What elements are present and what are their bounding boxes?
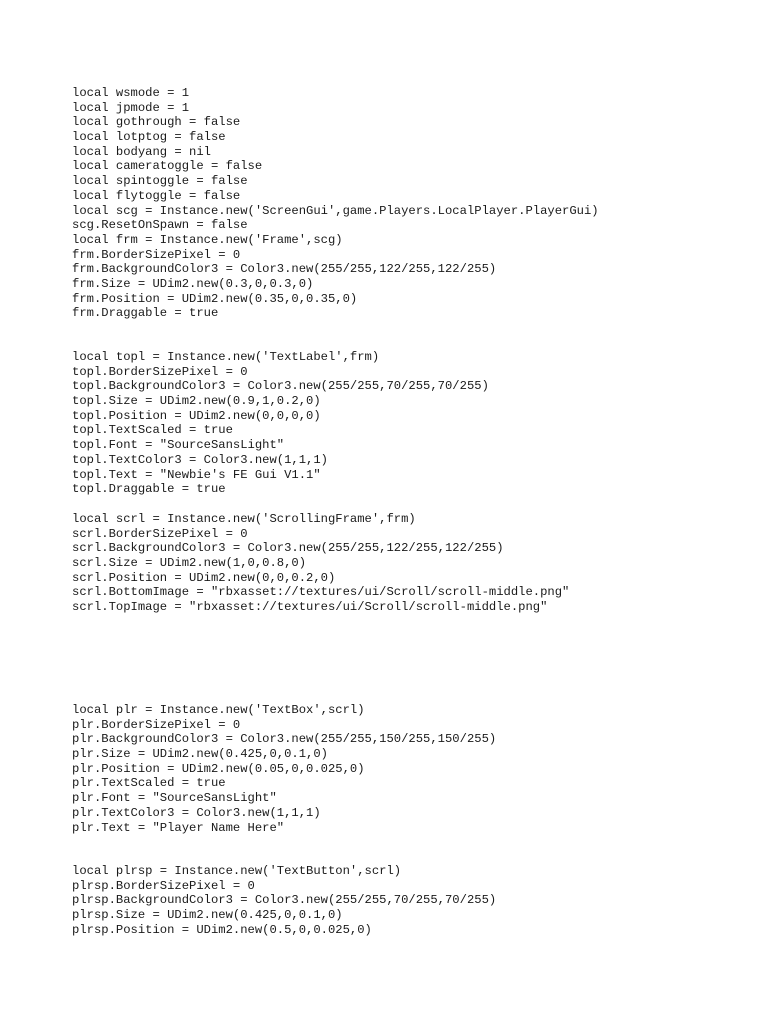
code-line: plr.TextScaled = true xyxy=(72,776,226,791)
code-line: local cameratoggle = false xyxy=(72,159,263,174)
code-line: topl.Position = UDim2.new(0,0,0,0) xyxy=(72,408,321,423)
code-line: plrsp.Size = UDim2.new(0.425,0,0.1,0) xyxy=(72,908,343,923)
code-line: frm.Size = UDim2.new(0.3,0,0.3,0) xyxy=(72,276,314,291)
code-line: scrl.TopImage = "rbxasset://textures/ui/Scroll/scroll-middle.png" xyxy=(72,600,548,615)
code-line: topl.Size = UDim2.new(0.9,1,0.2,0) xyxy=(72,394,321,409)
code-block-title-label xyxy=(72,350,489,497)
code-line: scrl.BackgroundColor3 = Color3.new(255/255,122/255,122/255) xyxy=(72,541,504,556)
code-line: scrl.BottomImage = "rbxasset://textures/ui/Scroll/scroll-middle.png" xyxy=(72,585,570,600)
code-line: scrl.Size = UDim2.new(1,0,0.8,0) xyxy=(72,556,307,571)
code-line: plr.Font = "SourceSansLight" xyxy=(72,791,277,806)
code-line: frm.BackgroundColor3 = Color3.new(255/255,122/255,122/255) xyxy=(72,262,497,277)
code-line: local flytoggle = false xyxy=(72,188,241,203)
code-line: topl.Font = "SourceSansLight" xyxy=(72,438,285,453)
code-line: topl.Draggable = true xyxy=(72,482,226,497)
code-line: plr.Position = UDim2.new(0.05,0,0.025,0) xyxy=(72,761,365,776)
code-line: local frm = Instance.new('Frame',scg) xyxy=(72,232,343,247)
code-line: topl.TextColor3 = Color3.new(1,1,1) xyxy=(72,452,328,467)
code-line: plrsp.BackgroundColor3 = Color3.new(255/255,70/255,70/255) xyxy=(72,893,497,908)
code-line: local plrsp = Instance.new('TextButton',scrl) xyxy=(72,864,402,878)
code-line: frm.Position = UDim2.new(0.35,0,0.35,0) xyxy=(72,291,358,306)
code-line: local wsmode = 1 xyxy=(72,86,190,100)
code-block-variables xyxy=(72,86,599,321)
code-line: local gothrough = false xyxy=(72,115,241,130)
code-line: topl.BorderSizePixel = 0 xyxy=(72,364,248,379)
code-line: local topl = Instance.new('TextLabel',frm) xyxy=(72,350,380,364)
code-line: local jpmode = 1 xyxy=(72,100,190,115)
code-block-player-button xyxy=(72,864,496,937)
code-line: topl.Text = "Newbie's FE Gui V1.1" xyxy=(72,467,321,482)
code-line: local bodyang = nil xyxy=(72,144,211,159)
code-line: local scg = Instance.new('ScreenGui',game.Players.LocalPlayer.PlayerGui) xyxy=(72,203,599,218)
code-line: local spintoggle = false xyxy=(72,174,248,189)
code-line: plr.TextColor3 = Color3.new(1,1,1) xyxy=(72,805,321,820)
code-line: scg.ResetOnSpawn = false xyxy=(72,218,248,233)
code-line: plr.Size = UDim2.new(0.425,0,0.1,0) xyxy=(72,747,328,762)
code-block-player-textbox xyxy=(72,703,496,835)
code-line: topl.BackgroundColor3 = Color3.new(255/255,70/255,70/255) xyxy=(72,379,489,394)
code-line: frm.BorderSizePixel = 0 xyxy=(72,247,241,262)
code-line: scrl.BorderSizePixel = 0 xyxy=(72,526,248,541)
code-line: plrsp.BorderSizePixel = 0 xyxy=(72,878,255,893)
code-line: local scrl = Instance.new('ScrollingFrame',frm) xyxy=(72,512,416,526)
code-line: plr.BorderSizePixel = 0 xyxy=(72,717,241,732)
code-line: scrl.Position = UDim2.new(0,0,0.2,0) xyxy=(72,570,336,585)
code-line: plr.BackgroundColor3 = Color3.new(255/255,150/255,150/255) xyxy=(72,732,497,747)
code-line: topl.TextScaled = true xyxy=(72,423,233,438)
code-line: frm.Draggable = true xyxy=(72,306,219,321)
code-line: local lotptog = false xyxy=(72,130,226,145)
code-line: plr.Text = "Player Name Here" xyxy=(72,820,285,835)
code-line: local plr = Instance.new('TextBox',scrl) xyxy=(72,703,365,717)
code-line: plrsp.Position = UDim2.new(0.5,0,0.025,0) xyxy=(72,922,372,937)
code-block-scrolling-frame xyxy=(72,512,569,615)
